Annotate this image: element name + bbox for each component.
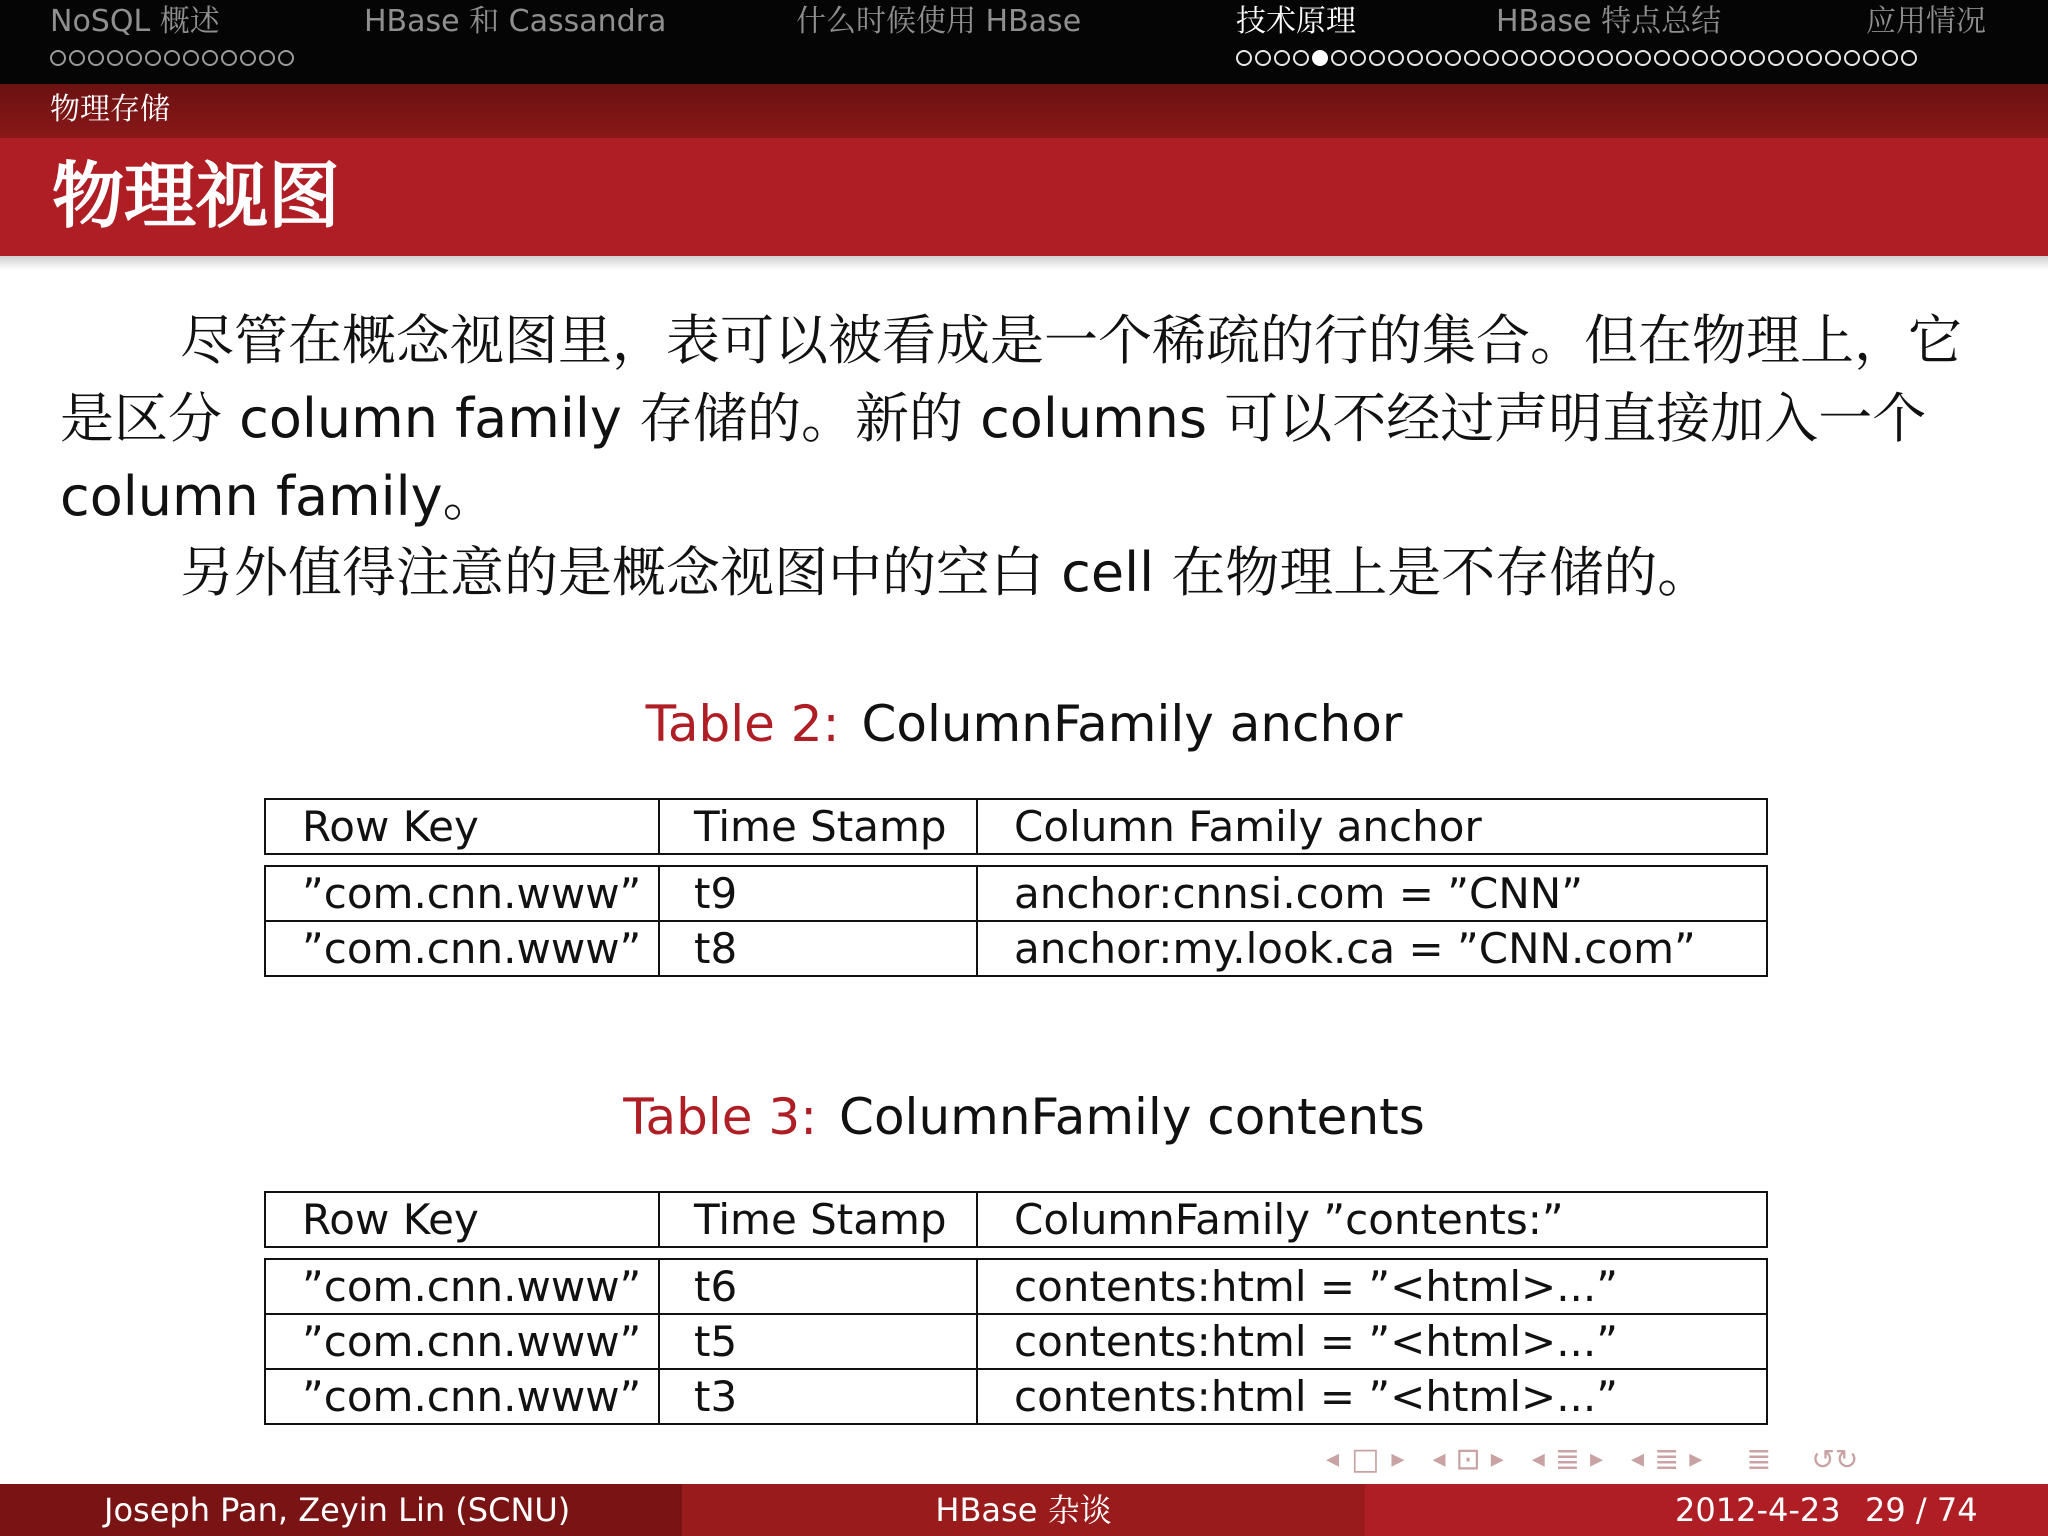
table-header-cell: Row Key xyxy=(265,1192,659,1247)
table-separator xyxy=(265,854,1767,866)
nav-frame-dot[interactable] xyxy=(1350,50,1366,66)
nav-section-when-hbase[interactable] xyxy=(796,0,1126,84)
nav-frame-dot[interactable] xyxy=(1274,50,1290,66)
frame-prev-icon[interactable]: ◂ xyxy=(1326,1444,1340,1474)
nav-frame-dot[interactable] xyxy=(1388,50,1404,66)
table-header-cell: Time Stamp xyxy=(659,799,977,854)
nav-frame-dot[interactable] xyxy=(1293,50,1309,66)
nav-frame-dot[interactable] xyxy=(1312,50,1328,66)
footer-authors: Joseph Pan, Zeyin Lin (SCNU) xyxy=(104,1491,571,1529)
subsection-prev-icon[interactable]: ◂ xyxy=(1432,1444,1446,1474)
subsubsection-icon[interactable]: ≣ xyxy=(1654,1441,1680,1477)
table-row xyxy=(265,866,1767,921)
nav-section-label[interactable]: 技术原理 xyxy=(1236,4,1356,39)
subsection-bar xyxy=(0,84,2048,138)
table-separator xyxy=(265,1247,1767,1259)
table-cell: ”com.cnn.www” xyxy=(265,1369,659,1424)
frame-title-bar xyxy=(0,138,2048,256)
body-paragraph-1: 尽管在概念视图里，表可以被看成是一个稀疏的行的集合。但在物理上，它是区分 column family 存储的。新的 columns 可以不经过声明直接加入一个 column family。 xyxy=(60,309,1962,528)
search-undo-redo-icon[interactable]: ↺↻ xyxy=(1811,1442,1859,1476)
table-cell: ”com.cnn.www” xyxy=(265,866,659,921)
table3 xyxy=(264,1191,1768,1425)
section-navigation-bar xyxy=(0,0,2048,84)
body-paragraph-2: 另外值得注意的是概念视图中的空白 cell 在物理上是不存储的。 xyxy=(180,541,1712,604)
nav-section-label[interactable]: NoSQL 概述 xyxy=(50,4,220,39)
nav-section-label[interactable]: HBase 特点总结 xyxy=(1496,4,1722,39)
table2-caption xyxy=(0,694,2048,754)
subsubsection-prev-icon[interactable]: ◂ xyxy=(1631,1444,1645,1474)
nav-section-nosql[interactable] xyxy=(50,0,380,84)
table-header-cell: Row Key xyxy=(265,799,659,854)
frame-next-icon[interactable]: ▸ xyxy=(1391,1444,1405,1474)
nav-frame-dot[interactable] xyxy=(88,50,104,66)
table-cell: ”com.cnn.www” xyxy=(265,921,659,976)
nav-frame-dot[interactable] xyxy=(278,50,294,66)
frame-icon[interactable]: □ xyxy=(1351,1441,1380,1477)
nav-frame-dot[interactable] xyxy=(50,50,66,66)
nav-frame-dot[interactable] xyxy=(1464,50,1480,66)
nav-frame-dot[interactable] xyxy=(1445,50,1461,66)
nav-frame-dot[interactable] xyxy=(1806,50,1822,66)
section-next-icon[interactable]: ▸ xyxy=(1589,1444,1604,1474)
nav-frame-dot[interactable] xyxy=(259,50,275,66)
nav-section-applications[interactable] xyxy=(1866,0,2048,84)
table-cell: t8 xyxy=(659,921,977,976)
footer xyxy=(0,1484,2048,1536)
table2 xyxy=(264,798,1768,977)
footer-page-number: 29 / 74 xyxy=(1865,1491,1978,1529)
table-row xyxy=(265,1314,1767,1369)
table-header-row xyxy=(265,1192,1767,1247)
subsection-next-icon[interactable]: ▸ xyxy=(1490,1444,1504,1474)
nav-frame-dot[interactable] xyxy=(1844,50,1860,66)
nav-section-summary[interactable] xyxy=(1496,0,1796,84)
table3-caption-text: ColumnFamily contents xyxy=(839,1088,1425,1146)
table-header-cell: Time Stamp xyxy=(659,1192,977,1247)
footer-date: 2012-4-23 xyxy=(1675,1491,1841,1529)
table3-caption xyxy=(0,1087,2048,1147)
table-row xyxy=(265,1259,1767,1314)
table-header-cell: Column Family anchor xyxy=(977,799,1767,854)
nav-dots xyxy=(50,50,294,66)
footer-date-page-cell xyxy=(1365,1484,2048,1536)
table-cell: ”com.cnn.www” xyxy=(265,1259,659,1314)
nav-frame-dot[interactable] xyxy=(1825,50,1841,66)
nav-frame-dot[interactable] xyxy=(1369,50,1385,66)
table2-caption-text: ColumnFamily anchor xyxy=(861,695,1403,753)
table-row xyxy=(265,1369,1767,1424)
nav-frame-dot[interactable] xyxy=(221,50,237,66)
nav-section-label[interactable]: 什么时候使用 HBase xyxy=(796,4,1082,39)
nav-frame-dot[interactable] xyxy=(126,50,142,66)
nav-frame-dot[interactable] xyxy=(1407,50,1423,66)
subsubsection-next-icon[interactable]: ▸ xyxy=(1689,1444,1703,1474)
nav-frame-dot[interactable] xyxy=(202,50,218,66)
table-header-row xyxy=(265,799,1767,854)
nav-frame-dot[interactable] xyxy=(183,50,199,66)
nav-section-hbase-cassandra[interactable] xyxy=(364,0,694,84)
nav-section-label[interactable]: HBase 和 Cassandra xyxy=(364,4,667,39)
section-icon[interactable]: ≣ xyxy=(1554,1441,1580,1477)
nav-frame-dot[interactable] xyxy=(240,50,256,66)
table-cell: t9 xyxy=(659,866,977,921)
nav-frame-dot[interactable] xyxy=(69,50,85,66)
toc-icon[interactable]: ≣ xyxy=(1746,1441,1772,1477)
table-cell: t3 xyxy=(659,1369,977,1424)
table2-caption-number: Table 2: xyxy=(645,695,840,753)
table-cell: anchor:my.look.ca = ”CNN.com” xyxy=(977,921,1767,976)
table-cell: anchor:cnnsi.com = ”CNN” xyxy=(977,866,1767,921)
table-header-cell: ColumnFamily ”contents:” xyxy=(977,1192,1767,1247)
table3-caption-number: Table 3: xyxy=(623,1088,818,1146)
nav-section-label[interactable]: 应用情况 xyxy=(1866,4,1986,39)
table-cell: contents:html = ”<html>...” xyxy=(977,1259,1767,1314)
table-cell: t6 xyxy=(659,1259,977,1314)
section-prev-icon[interactable]: ◂ xyxy=(1531,1444,1545,1474)
subsection-icon[interactable]: ⊡ xyxy=(1455,1441,1481,1477)
nav-frame-dot[interactable] xyxy=(1426,50,1442,66)
frame-title: 物理视图 xyxy=(52,154,341,238)
nav-frame-dot[interactable] xyxy=(107,50,123,66)
subsection-title[interactable]: 物理存储 xyxy=(50,92,170,127)
nav-frame-dot[interactable] xyxy=(1255,50,1271,66)
table-row xyxy=(265,921,1767,976)
nav-frame-dot[interactable] xyxy=(1331,50,1347,66)
table-cell: ”com.cnn.www” xyxy=(265,1314,659,1369)
nav-frame-dot[interactable] xyxy=(164,50,180,66)
footer-title: HBase 杂谈 xyxy=(682,1484,1365,1536)
beamer-navigation-symbols xyxy=(1326,1442,1858,1476)
footer-authors-cell xyxy=(0,1484,682,1536)
table-cell: contents:html = ”<html>...” xyxy=(977,1369,1767,1424)
nav-frame-dot[interactable] xyxy=(145,50,161,66)
table-cell: contents:html = ”<html>...” xyxy=(977,1314,1767,1369)
nav-frame-dot[interactable] xyxy=(1236,50,1252,66)
table-cell: t5 xyxy=(659,1314,977,1369)
